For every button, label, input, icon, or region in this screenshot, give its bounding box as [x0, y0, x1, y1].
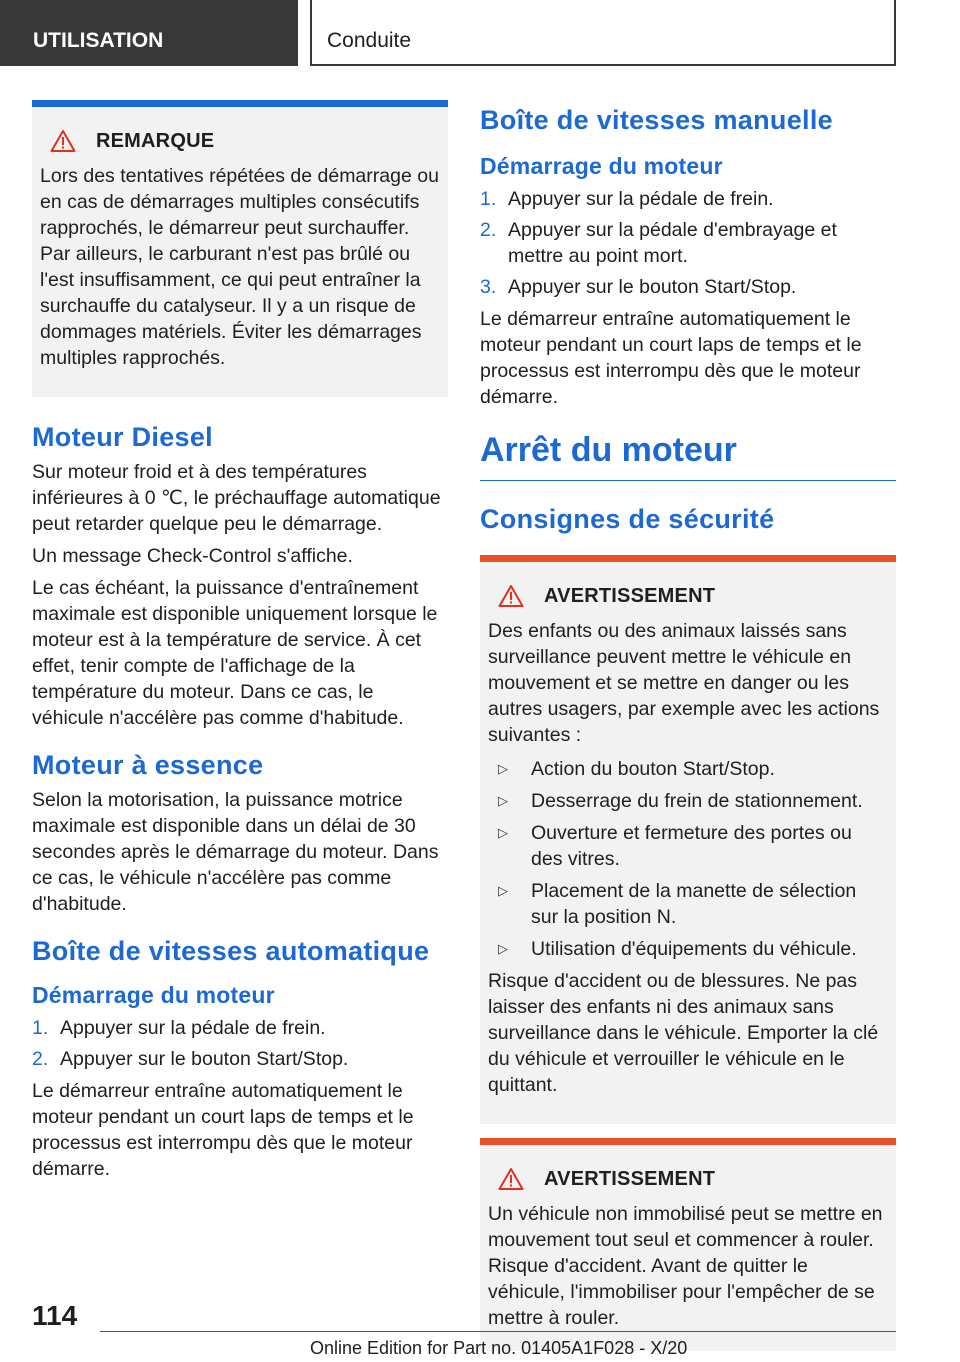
- warning-title-1: [488, 584, 888, 608]
- note-title: [40, 129, 440, 153]
- auto-start-paragraph: Le démarreur entraîne automatiquement le moteur pendant un court laps de temps et le processus est interrompu dès que le moteur démarre.: [32, 1080, 414, 1180]
- warning-triangle-icon: [498, 584, 524, 608]
- triangle-bullet-icon: ▷: [498, 761, 508, 776]
- manual-start-steps: [480, 186, 896, 300]
- triangle-bullet-icon: ▷: [498, 883, 508, 898]
- step-text: Appuyer sur le bouton Start/Stop.: [508, 276, 797, 298]
- warning-2-paragraph: Un véhicule non immobilisé peut se mettre en mouvement tout seul et commencer à rouler. Risque d'accident. Avant de quitter le véhicule, l'immobiliser pour l'empêcher de se mettre à rouler.: [488, 1203, 883, 1329]
- triangle-bullet-icon: ▷: [498, 793, 508, 808]
- diesel-heading: Moteur Diesel: [32, 422, 213, 452]
- diesel-paragraph-2: Un message Check-Control s'affiche.: [32, 545, 353, 567]
- list-item: [480, 186, 896, 212]
- step-text: Appuyer sur la pédale d'embrayage et mettre au point mort.: [508, 219, 837, 267]
- step-text: Appuyer sur le bouton Start/Stop.: [60, 1048, 349, 1070]
- diesel-paragraph-3: Le cas échéant, la puissance d'entraînement maximale est disponible uniquement lorsque le moteur est à la température de service. À cet effet, tenir compte de l'affichage de la température du moteur. Dans ce cas, le véhicule n'accélère pas comme d'habitude.: [32, 577, 438, 729]
- page-number: 114: [32, 1300, 78, 1331]
- step-text: Appuyer sur la pédale de frein.: [60, 1017, 326, 1039]
- step-number: 1.: [32, 1017, 49, 1039]
- list-item: [488, 878, 888, 930]
- auto-start-steps: [32, 1015, 448, 1072]
- page-header: [0, 0, 960, 66]
- triangle-bullet-icon: ▷: [498, 825, 508, 840]
- step-number: 2.: [480, 219, 497, 241]
- warning-triangle-icon: [498, 1167, 524, 1191]
- warning-box-2: [480, 1138, 896, 1351]
- list-item: [32, 1046, 448, 1072]
- stop-engine-heading: Arrêt du moteur: [480, 430, 896, 481]
- list-item: [480, 274, 896, 300]
- safety-heading: Consignes de sécurité: [480, 504, 775, 534]
- chapter-tab: Conduite: [310, 0, 896, 66]
- warning-1-paragraph-2: Risque d'accident ou de blessures. Ne pas laisser des enfants ni des animaux sans surveillance dans le véhicule. Emporter la clé du véhicule et verrouiller le véhicule en le quittant.: [488, 970, 879, 1096]
- step-text: Appuyer sur la pédale de frein.: [508, 188, 774, 210]
- bullet-text: Ouverture et fermeture des portes ou des vitres.: [531, 822, 852, 870]
- manual-start-paragraph: Le démarreur entraîne automatiquement le moteur pendant un court laps de temps et le processus est interrompu dès que le moteur démarre.: [480, 308, 862, 408]
- warning-box-1: [480, 555, 896, 1124]
- bullet-text: Desserrage du frein de stationnement.: [531, 790, 863, 812]
- note-box: [32, 100, 448, 397]
- warning-title-text: AVERTISSEMENT: [544, 1167, 716, 1190]
- diesel-paragraph-1: Sur moteur froid et à des températures inférieures à 0 ℃, le préchauffage automatique peut retarder quelque peu le démarrage.: [32, 461, 441, 535]
- manual-start-subheading: Démarrage du moteur: [480, 153, 723, 179]
- warning-1-bullet-list: [488, 756, 888, 962]
- list-item: [32, 1015, 448, 1041]
- essence-paragraph: Selon la motorisation, la puissance motrice maximale est disponible dans un délai de 30 secondes après le démarrage du moteur. Dans ce cas, le véhicule n'accélère pas comme d'habitude.: [32, 789, 439, 915]
- bullet-text: Placement de la manette de sélection sur la position N.: [531, 880, 857, 928]
- list-item: [488, 788, 888, 814]
- note-text: Lors des tentatives répétées de démarrage ou en cas de démarrages multiples consécutifs rapprochés, le démarreur peut surchauffer. Par ailleurs, le carburant n'est pas brûlé ou l'est insuffisamment, ce qui peut entraîner la surchauffe du catalyseur. Il y a un risque de dommages matériels. Éviter les démarrages multiples rapprochés.: [40, 165, 439, 369]
- warning-title-text: AVERTISSEMENT: [544, 584, 716, 607]
- list-item: [480, 217, 896, 269]
- list-item: [488, 756, 888, 782]
- left-column: [32, 100, 448, 1188]
- note-title-text: REMARQUE: [96, 129, 215, 152]
- essence-heading: Moteur à essence: [32, 750, 264, 780]
- manual-gearbox-heading: Boîte de vitesses manuelle: [480, 105, 833, 135]
- step-number: 1.: [480, 188, 497, 210]
- warning-triangle-icon: [50, 129, 76, 153]
- list-item: [488, 820, 888, 872]
- footer-divider: [100, 1331, 896, 1332]
- auto-gearbox-heading: Boîte de vitesses automatique: [32, 936, 430, 966]
- edition-text: Online Edition for Part no. 01405A1F028 - X/20: [310, 1338, 688, 1358]
- triangle-bullet-icon: ▷: [498, 941, 508, 956]
- step-number: 3.: [480, 276, 497, 298]
- bullet-text: Utilisation d'équipements du véhicule.: [531, 938, 857, 960]
- step-number: 2.: [32, 1048, 49, 1070]
- right-column: [480, 100, 896, 1351]
- section-tab: UTILISATION: [0, 0, 298, 66]
- auto-start-subheading: Démarrage du moteur: [32, 982, 275, 1008]
- warning-1-paragraph-1: Des enfants ou des animaux laissés sans surveillance peuvent mettre le véhicule en mouvement et se mettre en danger ou les autres usagers, par exemple avec les actions suivantes :: [488, 620, 880, 746]
- list-item: [488, 936, 888, 962]
- bullet-text: Action du bouton Start/Stop.: [531, 758, 775, 780]
- warning-title-2: [488, 1167, 888, 1191]
